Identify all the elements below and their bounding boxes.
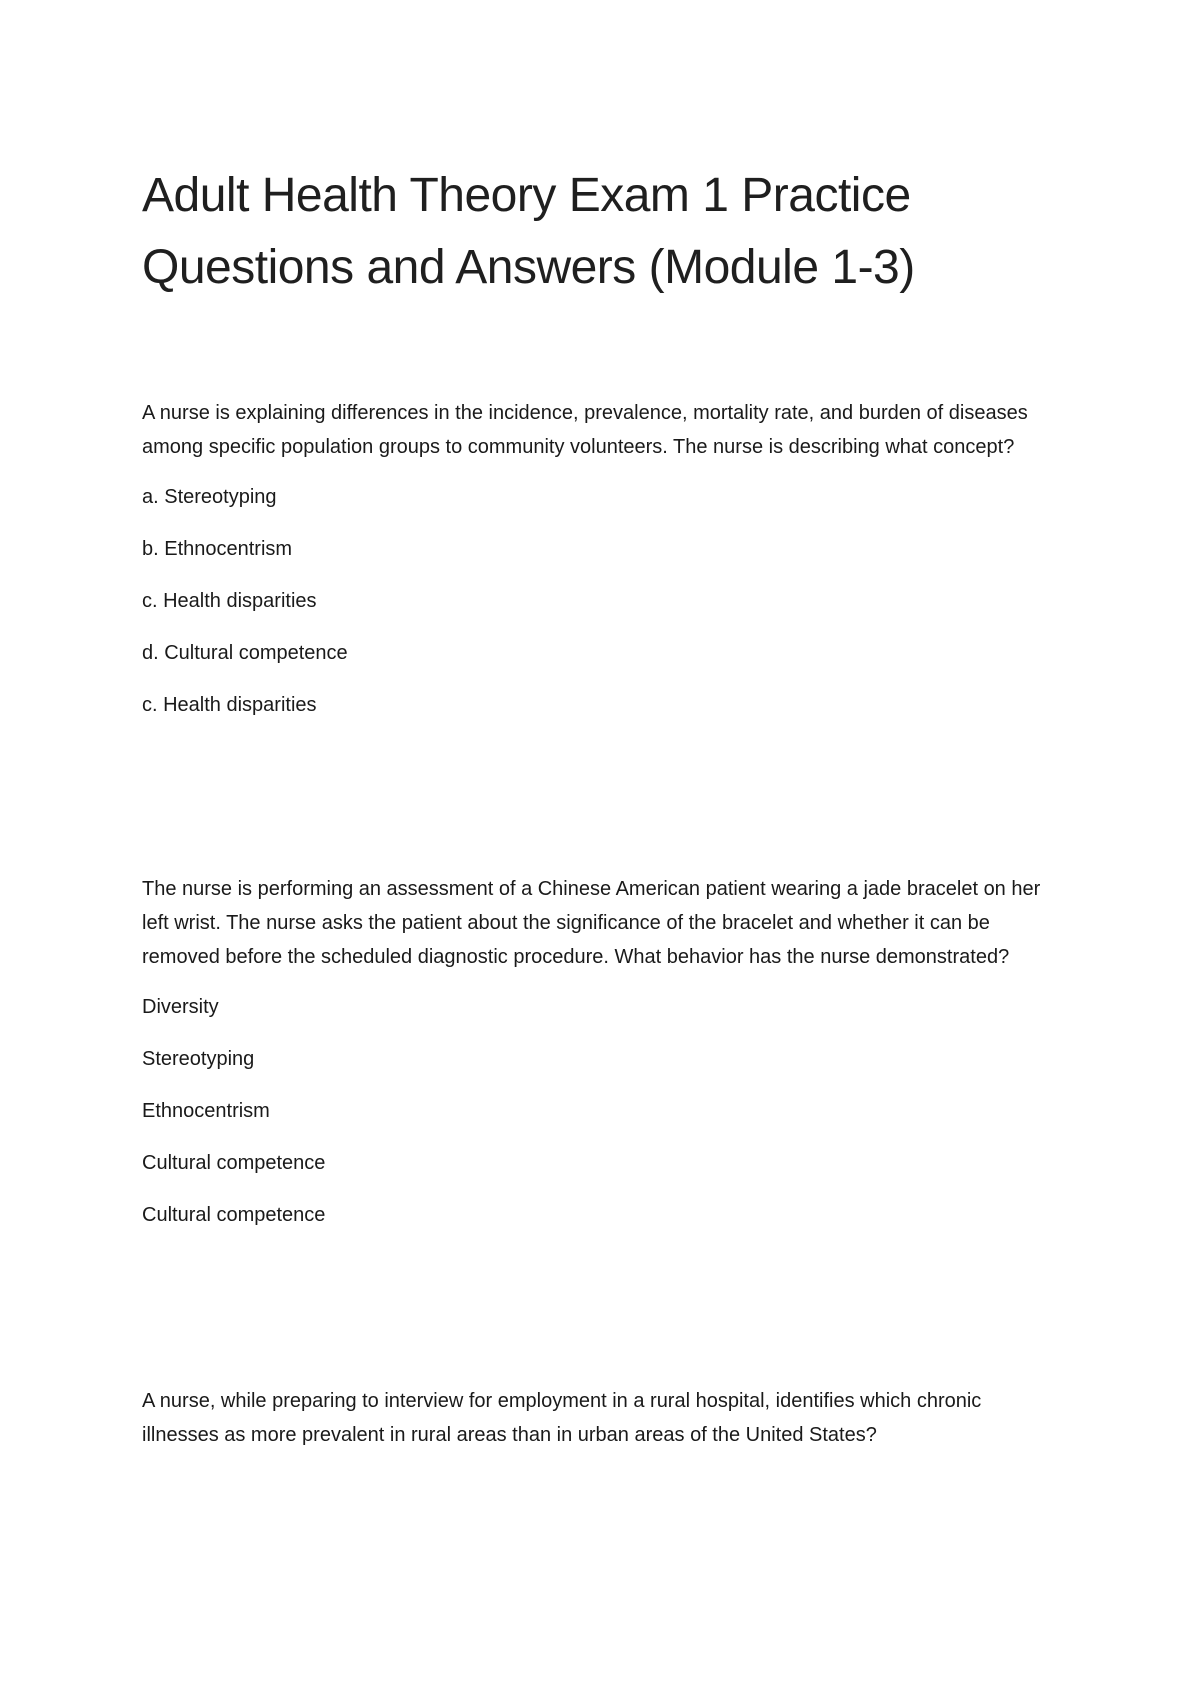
question-1-option-b: b. Ethnocentrism [142,538,293,560]
question-2-option-4: Cultural competence [142,1152,326,1174]
question-1-option-c: c. Health disparities [142,590,317,612]
question-2-text: The nurse is performing an assessment of a Chinese American patient wearing a jade bracelet on her left wrist. The nurse asks the patient about the significance of the bracelet and whether it can be removed before the scheduled diagnostic procedure. What behavior has the nurse demonstrated? [142,878,1041,968]
question-3 [142,1384,1062,1452]
question-1-answer: c. Health disparities [142,694,317,716]
document-title: Adult Health Theory Exam 1 Practice Questions and Answers (Module 1-3) [142,169,915,294]
question-2-option-1: Diversity [142,996,219,1018]
document-page [142,160,1062,1446]
question-1 [142,396,1062,722]
question-3-text: A nurse, while preparing to interview for employment in a rural hospital, identifies which chronic illnesses as more prevalent in rural areas than in urban areas of the United States? [142,1390,982,1446]
question-2 [142,872,1062,1232]
question-2-option-3: Ethnocentrism [142,1100,270,1122]
question-1-option-d: d. Cultural competence [142,642,348,664]
question-1-option-a: a. Stereotyping [142,486,277,508]
question-2-options [142,990,1062,1232]
question-1-text: A nurse is explaining differences in the incidence, prevalence, mortality rate, and burden of diseases among specific population groups to community volunteers. The nurse is describing what concept? [142,402,1028,458]
question-2-answer: Cultural competence [142,1204,326,1226]
question-1-options [142,480,1062,722]
question-2-option-2: Stereotyping [142,1048,255,1070]
